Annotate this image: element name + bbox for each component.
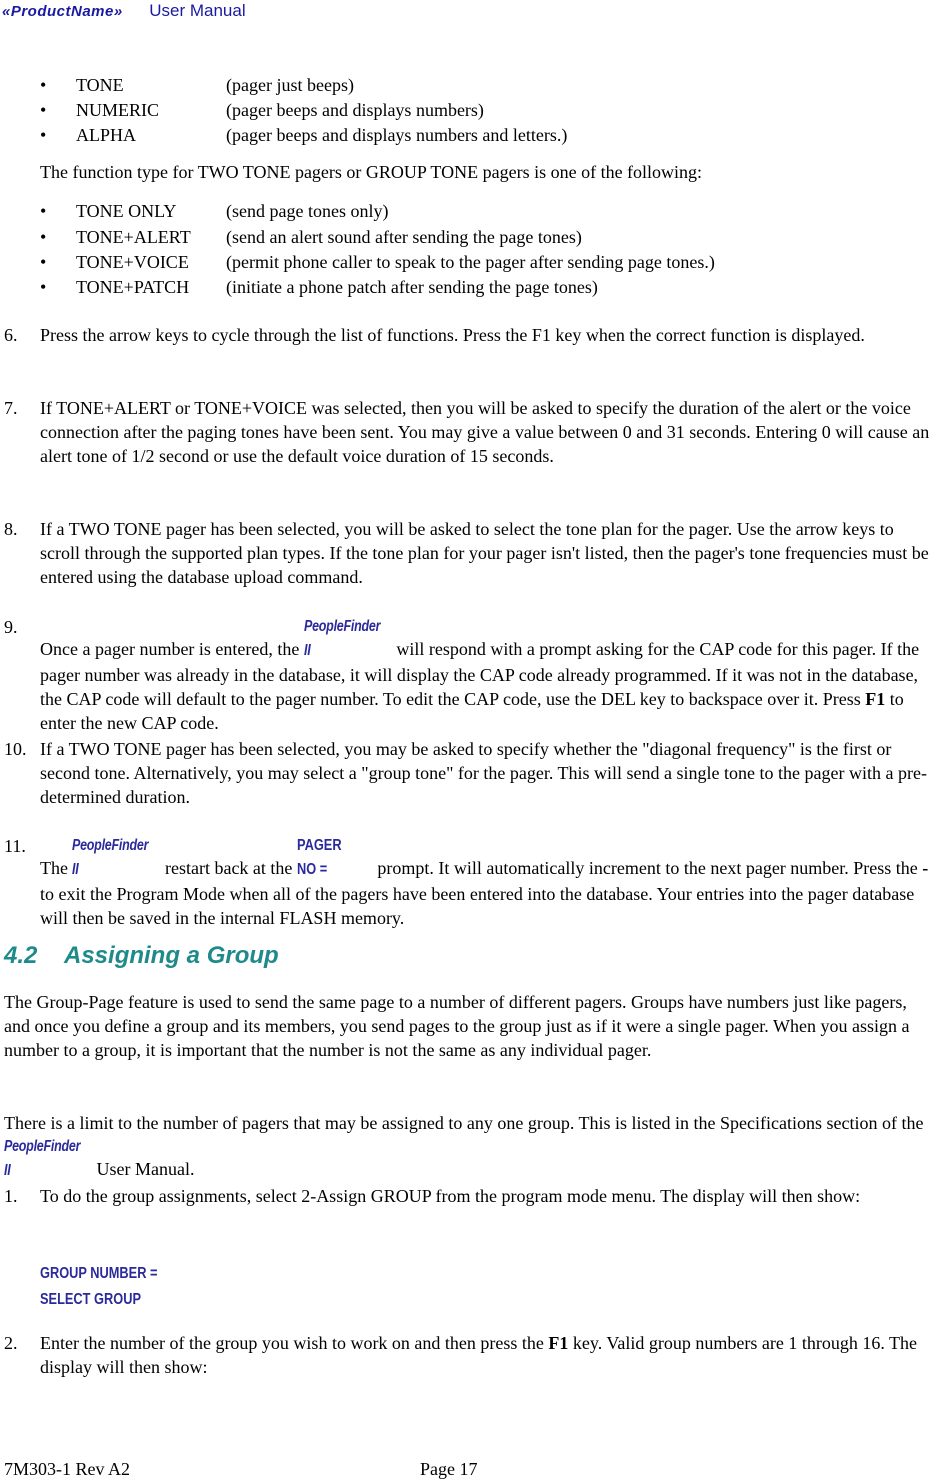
step-text: [40, 834, 936, 930]
f1-key: F1: [548, 1333, 569, 1353]
step-number: 9.: [4, 617, 18, 637]
group-step-2: [4, 1331, 936, 1379]
group-intro-paragraph: The Group-Page feature is used to send the same page to a number of different pagers. Groups have numbers just like pagers, and once you define a group and its members, you send pages to the group just as if it were a single pager. When you assign a number to a group, it is important that the number is not the same as any individual pager.: [4, 992, 910, 1060]
paragraph-text-post: User Manual.: [92, 1159, 195, 1179]
group-limit-paragraph: [4, 1111, 934, 1183]
lcd-line: SELECT GROUP: [40, 1291, 141, 1308]
section-number: 4.2: [4, 942, 38, 969]
bullet-icon: •: [40, 277, 47, 297]
step-9: [4, 615, 936, 733]
product-name-field: «ProductName»: [2, 3, 123, 20]
step-text: If a TWO TONE pager has been selected, you may be asked to specify whether the "diagonal frequency" is the first or second tone. Alternatively, you may select a "group tone" for the pager. This will send a single tone to the pager with a pre-determined duration.: [40, 739, 927, 807]
step-number: 11.: [4, 836, 26, 856]
bullet-desc: (send page tones only): [226, 201, 389, 221]
step-text: [40, 1331, 936, 1379]
product-brand: PeopleFinder II: [4, 1138, 81, 1179]
step-text-tail: to enter the new CAP code.: [40, 689, 904, 733]
bullet-icon: •: [40, 252, 47, 272]
bullet-item: [40, 225, 936, 251]
bullet-item: [40, 73, 936, 99]
running-header: [2, 0, 246, 24]
pager-no-prompt: PAGER NO =: [296, 837, 342, 878]
manual-label: User Manual: [149, 1, 246, 20]
section-heading: [4, 944, 279, 968]
bullet-term: TONE+PATCH: [76, 277, 190, 297]
paragraph-text-pre: There is a limit to the number of pagers that may be assigned to any one group. This is listed in the Specifications section of the: [4, 1113, 924, 1133]
step-number: 7.: [4, 398, 18, 418]
step-text: To do the group assignments, select 2-Assign GROUP from the program mode menu. The display will then show:: [40, 1186, 861, 1206]
step-text-pre: Once a pager number is entered, the: [40, 639, 304, 659]
f1-key: F1: [865, 689, 886, 709]
lcd-line: GROUP NUMBER =: [40, 1265, 158, 1282]
lcd-display: [40, 1260, 187, 1312]
step-text: If a TWO TONE pager has been selected, you will be asked to select the tone plan for the pager. Use the arrow keys to scroll through the supported plan types. If the tone plan for your pager isn't listed, then the pager's tone frequencies must be entered using the database upload command.: [40, 519, 929, 587]
bullet-icon: •: [40, 201, 47, 221]
bullet-item: [40, 250, 936, 276]
step-number: 8.: [4, 519, 18, 539]
page-number: Page 17: [420, 1459, 478, 1479]
step-number: 2.: [4, 1333, 18, 1353]
bullet-desc: (pager beeps and displays numbers): [226, 100, 484, 120]
step-text: Press the arrow keys to cycle through the list of functions. Press the F1 key when the correct function is displayed.: [40, 325, 865, 345]
step-11: [4, 834, 936, 928]
bullet-term: TONE+ALERT: [76, 227, 191, 247]
bullet-icon: •: [40, 227, 47, 247]
step-number: 6.: [4, 325, 18, 345]
bullet-icon: •: [40, 100, 47, 120]
bullet-term: TONE ONLY: [76, 201, 177, 221]
step-10: [4, 737, 936, 809]
step-text-post: key. Valid group numbers are 1 through 16. The display will then show:: [40, 1333, 918, 1377]
step-text: [40, 615, 936, 735]
step-text-post: will respond with a prompt asking for the CAP code for this pager. If the pager number was already in the database, it will display the CAP code already programmed. If it was not in the database, the CAP code will default to the pager number. To edit the CAP code, use the DEL key to backspace over it. Press: [40, 639, 920, 709]
bullet-item: [40, 199, 936, 225]
step-text-tail: to exit the Program Mode when all of the pagers have been entered into the database. Your entries into the pager database will then be saved in the internal FLASH memory.: [40, 884, 915, 928]
bullet-desc: (initiate a phone patch after sending the page tones): [226, 277, 598, 297]
bullet-term: TONE+VOICE: [76, 252, 189, 272]
section-title: Assigning a Group: [64, 942, 279, 969]
step-7: [4, 396, 936, 492]
bullet-item: [40, 275, 936, 301]
step-text-post: prompt. It will automatically increment to the next pager number. Press the: [372, 858, 923, 878]
bullet-desc: (permit phone caller to speak to the pager after sending page tones.): [226, 252, 715, 272]
product-brand: PeopleFinder II: [72, 837, 149, 878]
bullet-item: [40, 98, 936, 124]
bullet-term: ALPHA: [76, 125, 137, 145]
two-tone-intro: The function type for TWO TONE pagers or GROUP TONE pagers is one of the following:: [40, 162, 703, 182]
product-brand: PeopleFinder II: [303, 618, 381, 659]
bullet-desc: (pager just beeps): [226, 75, 354, 95]
group-step-1: [4, 1184, 936, 1232]
step-number: 10.: [4, 739, 27, 759]
bullet-term: TONE: [76, 75, 124, 95]
step-text: If TONE+ALERT or TONE+VOICE was selected, then you will be asked to specify the duration of the alert or the voice connection after the paging tones have been sent. You may give a value between 0 and 31 seconds. Entering 0 will cause an alert tone of 1/2 second or use the default voice duration of 15 seconds.: [40, 398, 930, 466]
bullet-desc: (send an alert sound after sending the page tones): [226, 227, 582, 247]
minus-key: -: [922, 858, 929, 878]
step-number: 1.: [4, 1186, 18, 1206]
step-text-pre: The: [40, 858, 73, 878]
bullet-icon: •: [40, 75, 47, 95]
bullet-term: NUMERIC: [76, 100, 160, 120]
step-text-mid: restart back at the: [160, 858, 297, 878]
bullet-item: [40, 123, 936, 149]
step-text-pre: Enter the number of the group you wish to work on and then press the: [40, 1333, 549, 1353]
step-6: [4, 323, 936, 371]
step-8: [4, 517, 936, 589]
bullet-icon: •: [40, 125, 47, 145]
bullet-desc: (pager beeps and displays numbers and letters.): [226, 125, 568, 145]
document-id: 7M303-1 Rev A2: [4, 1459, 130, 1479]
